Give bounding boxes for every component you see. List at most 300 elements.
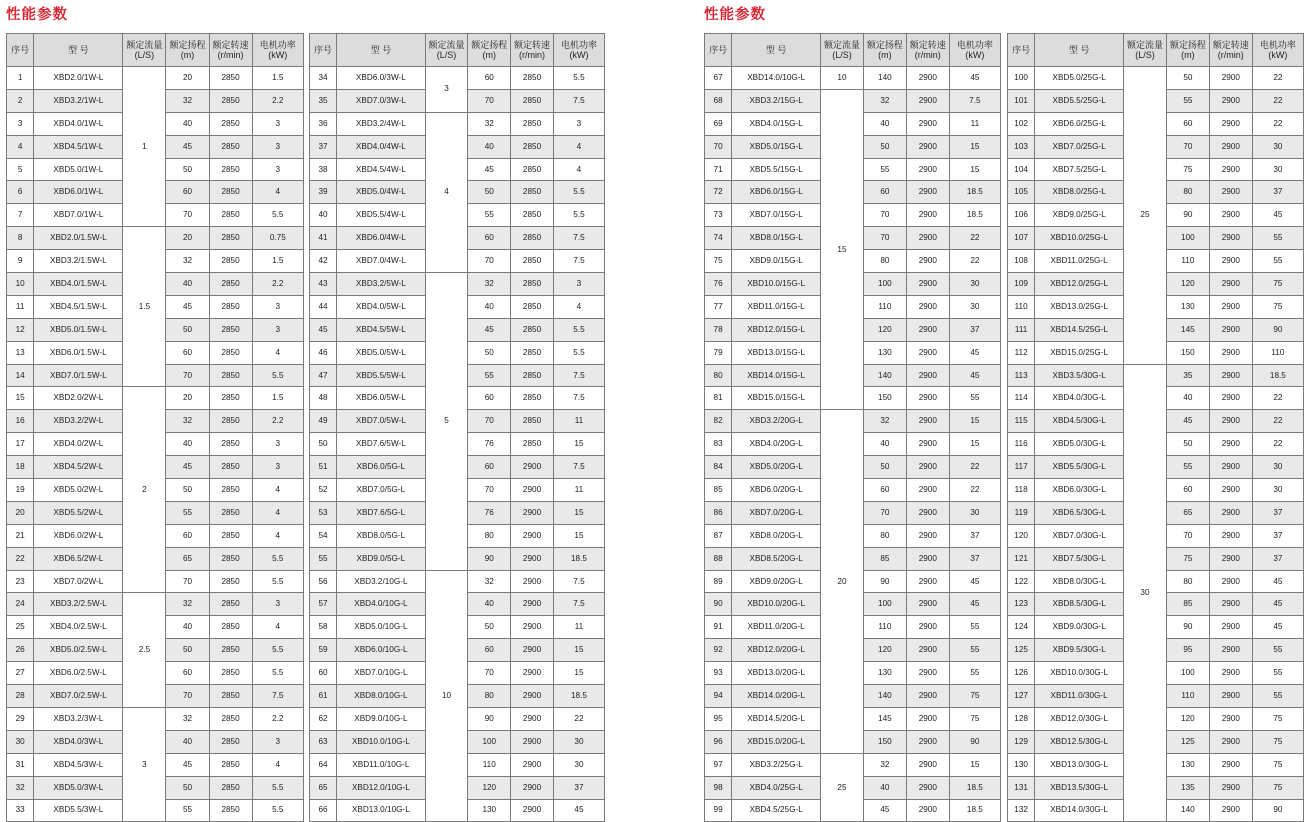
head-cell: 55: [468, 364, 511, 387]
seq-cell: 50: [310, 433, 337, 456]
speed-cell: 2900: [906, 204, 949, 227]
head-cell: 90: [468, 547, 511, 570]
model-cell: XBD4.0/20G-L: [732, 433, 821, 456]
head-cell: 50: [863, 135, 906, 158]
seq-cell: 16: [7, 410, 34, 433]
model-cell: XBD9.0/20G-L: [732, 570, 821, 593]
power-cell: 75: [1252, 295, 1303, 318]
power-cell: 7.5: [553, 227, 604, 250]
model-cell: XBD4.5/25G-L: [732, 799, 821, 822]
seq-cell: 69: [705, 112, 732, 135]
seq-cell: 127: [1008, 685, 1035, 708]
speed-cell: 2850: [209, 730, 252, 753]
seq-cell: 46: [310, 341, 337, 364]
power-cell: 15: [553, 433, 604, 456]
speed-cell: 2900: [1209, 204, 1252, 227]
seq-cell: 14: [7, 364, 34, 387]
head-cell: 50: [166, 776, 209, 799]
head-cell: 32: [468, 112, 511, 135]
head-cell: 140: [863, 67, 906, 90]
power-cell: 7.5: [949, 89, 1000, 112]
head-cell: 70: [863, 501, 906, 524]
model-cell: XBD6.0/5W-L: [337, 387, 426, 410]
seq-cell: 58: [310, 616, 337, 639]
speed-cell: 2900: [511, 456, 554, 479]
head-cell: 70: [468, 479, 511, 502]
power-cell: 22: [1252, 89, 1303, 112]
power-cell: 30: [1252, 158, 1303, 181]
head-cell: 60: [468, 387, 511, 410]
head-cell: 32: [166, 250, 209, 273]
seq-cell: 33: [7, 799, 34, 822]
head-cell: 70: [468, 410, 511, 433]
model-cell: XBD4.5/2W-L: [34, 456, 123, 479]
header-seq: 序号: [705, 34, 732, 67]
speed-cell: 2850: [209, 387, 252, 410]
speed-cell: 2900: [1209, 730, 1252, 753]
power-cell: 55: [949, 387, 1000, 410]
table-row: [310, 273, 605, 296]
head-cell: 70: [468, 662, 511, 685]
power-cell: 55: [949, 616, 1000, 639]
head-cell: 145: [1166, 318, 1209, 341]
head-cell: 55: [166, 799, 209, 822]
speed-cell: 2900: [511, 730, 554, 753]
head-cell: 60: [468, 456, 511, 479]
head-cell: 45: [166, 295, 209, 318]
speed-cell: 2850: [209, 135, 252, 158]
head-cell: 32: [166, 89, 209, 112]
table-row: [7, 227, 304, 250]
speed-cell: 2900: [906, 112, 949, 135]
head-cell: 45: [166, 456, 209, 479]
head-cell: 40: [468, 295, 511, 318]
head-cell: 130: [468, 799, 511, 822]
seq-cell: 56: [310, 570, 337, 593]
seq-cell: 60: [310, 662, 337, 685]
head-cell: 70: [1166, 524, 1209, 547]
speed-cell: 2900: [906, 456, 949, 479]
seq-cell: 31: [7, 753, 34, 776]
speed-cell: 2900: [1209, 799, 1252, 822]
model-cell: XBD6.0/20G-L: [732, 479, 821, 502]
model-cell: XBD7.0/25G-L: [1035, 135, 1124, 158]
head-cell: 60: [166, 524, 209, 547]
speed-cell: 2900: [1209, 273, 1252, 296]
power-cell: 3: [252, 318, 303, 341]
model-cell: XBD6.0/2.5W-L: [34, 662, 123, 685]
speed-cell: 2900: [511, 707, 554, 730]
seq-cell: 7: [7, 204, 34, 227]
speed-cell: 2900: [906, 158, 949, 181]
power-cell: 3: [252, 135, 303, 158]
head-cell: 55: [863, 158, 906, 181]
head-cell: 60: [863, 181, 906, 204]
seq-cell: 131: [1008, 776, 1035, 799]
head-cell: 75: [1166, 158, 1209, 181]
seq-cell: 74: [705, 227, 732, 250]
speed-cell: 2900: [1209, 295, 1252, 318]
power-cell: 30: [949, 295, 1000, 318]
head-cell: 150: [863, 387, 906, 410]
seq-cell: 129: [1008, 730, 1035, 753]
speed-cell: 2900: [906, 341, 949, 364]
speed-cell: 2850: [209, 89, 252, 112]
speed-cell: 2850: [209, 273, 252, 296]
power-cell: 11: [553, 616, 604, 639]
head-cell: 60: [468, 639, 511, 662]
model-cell: XBD11.0/20G-L: [732, 616, 821, 639]
seq-cell: 41: [310, 227, 337, 250]
power-cell: 7.5: [553, 364, 604, 387]
speed-cell: 2900: [1209, 707, 1252, 730]
head-cell: 120: [468, 776, 511, 799]
header-model: 型 号: [337, 34, 426, 67]
seq-cell: 59: [310, 639, 337, 662]
seq-cell: 19: [7, 479, 34, 502]
seq-cell: 67: [705, 67, 732, 90]
speed-cell: 2900: [906, 501, 949, 524]
speed-cell: 2850: [511, 227, 554, 250]
head-cell: 50: [166, 479, 209, 502]
model-cell: XBD7.5/25G-L: [1035, 158, 1124, 181]
speed-cell: 2900: [906, 753, 949, 776]
seq-cell: 108: [1008, 250, 1035, 273]
power-cell: 37: [1252, 547, 1303, 570]
model-cell: XBD3.2/2W-L: [34, 410, 123, 433]
head-cell: 35: [1166, 364, 1209, 387]
model-cell: XBD6.0/4W-L: [337, 227, 426, 250]
power-cell: 75: [1252, 273, 1303, 296]
model-cell: XBD5.5/5W-L: [337, 364, 426, 387]
model-cell: XBD13.0/10G-L: [337, 799, 426, 822]
speed-cell: 2850: [511, 112, 554, 135]
speed-cell: 2900: [906, 547, 949, 570]
speed-cell: 2850: [511, 364, 554, 387]
header-model: 型 号: [732, 34, 821, 67]
seq-cell: 61: [310, 685, 337, 708]
model-cell: XBD8.0/15G-L: [732, 227, 821, 250]
speed-cell: 2850: [511, 273, 554, 296]
head-cell: 50: [166, 639, 209, 662]
head-cell: 70: [166, 364, 209, 387]
model-cell: XBD2.0/2W-L: [34, 387, 123, 410]
power-cell: 37: [949, 524, 1000, 547]
head-cell: 45: [166, 753, 209, 776]
speed-cell: 2850: [511, 410, 554, 433]
power-cell: 55: [1252, 639, 1303, 662]
seq-cell: 75: [705, 250, 732, 273]
power-cell: 45: [949, 593, 1000, 616]
head-cell: 120: [1166, 273, 1209, 296]
seq-cell: 23: [7, 570, 34, 593]
flow-cell: 2: [123, 387, 166, 593]
head-cell: 40: [166, 273, 209, 296]
model-cell: XBD6.0/2W-L: [34, 524, 123, 547]
model-cell: XBD3.2/20G-L: [732, 410, 821, 433]
seq-cell: 5: [7, 158, 34, 181]
power-cell: 3: [252, 158, 303, 181]
speed-cell: 2900: [1209, 387, 1252, 410]
power-cell: 90: [1252, 799, 1303, 822]
seq-cell: 93: [705, 662, 732, 685]
seq-cell: 36: [310, 112, 337, 135]
speed-cell: 2850: [209, 707, 252, 730]
performance-table-1: [6, 33, 304, 822]
head-cell: 50: [1166, 67, 1209, 90]
flow-cell: 10: [821, 67, 864, 90]
model-cell: XBD15.0/15G-L: [732, 387, 821, 410]
head-cell: 65: [166, 547, 209, 570]
power-cell: 55: [1252, 227, 1303, 250]
model-cell: XBD5.5/3W-L: [34, 799, 123, 822]
model-cell: XBD10.0/15G-L: [732, 273, 821, 296]
model-cell: XBD5.0/3W-L: [34, 776, 123, 799]
head-cell: 40: [468, 135, 511, 158]
model-cell: XBD6.0/25G-L: [1035, 112, 1124, 135]
head-cell: 40: [863, 112, 906, 135]
speed-cell: 2900: [906, 662, 949, 685]
model-cell: XBD12.5/30G-L: [1035, 730, 1124, 753]
power-cell: 4: [553, 295, 604, 318]
head-cell: 140: [863, 685, 906, 708]
head-cell: 70: [863, 227, 906, 250]
flow-cell: 15: [821, 89, 864, 409]
speed-cell: 2900: [906, 181, 949, 204]
model-cell: XBD6.0/10G-L: [337, 639, 426, 662]
power-cell: 55: [949, 639, 1000, 662]
seq-cell: 97: [705, 753, 732, 776]
power-cell: 15: [949, 433, 1000, 456]
seq-cell: 57: [310, 593, 337, 616]
seq-cell: 21: [7, 524, 34, 547]
model-cell: XBD12.0/25G-L: [1035, 273, 1124, 296]
head-cell: 55: [166, 501, 209, 524]
speed-cell: 2900: [1209, 89, 1252, 112]
seq-cell: 68: [705, 89, 732, 112]
seq-cell: 73: [705, 204, 732, 227]
head-cell: 80: [863, 250, 906, 273]
speed-cell: 2900: [1209, 616, 1252, 639]
head-cell: 70: [166, 685, 209, 708]
model-cell: XBD10.0/25G-L: [1035, 227, 1124, 250]
seq-cell: 85: [705, 479, 732, 502]
power-cell: 22: [553, 707, 604, 730]
head-cell: 90: [863, 570, 906, 593]
head-cell: 40: [166, 730, 209, 753]
seq-cell: 80: [705, 364, 732, 387]
speed-cell: 2850: [511, 204, 554, 227]
speed-cell: 2850: [209, 341, 252, 364]
power-cell: 75: [1252, 707, 1303, 730]
seq-cell: 118: [1008, 479, 1035, 502]
power-cell: 45: [1252, 616, 1303, 639]
seq-cell: 26: [7, 639, 34, 662]
head-cell: 80: [468, 685, 511, 708]
head-cell: 50: [468, 616, 511, 639]
head-cell: 75: [1166, 547, 1209, 570]
power-cell: 4: [252, 341, 303, 364]
seq-cell: 13: [7, 341, 34, 364]
model-cell: XBD2.0/1.5W-L: [34, 227, 123, 250]
power-cell: 18.5: [553, 685, 604, 708]
speed-cell: 2850: [511, 433, 554, 456]
model-cell: XBD4.5/4W-L: [337, 158, 426, 181]
head-cell: 76: [468, 501, 511, 524]
model-cell: XBD9.0/30G-L: [1035, 616, 1124, 639]
speed-cell: 2900: [1209, 456, 1252, 479]
seq-cell: 37: [310, 135, 337, 158]
model-cell: XBD13.0/25G-L: [1035, 295, 1124, 318]
model-cell: XBD13.0/20G-L: [732, 662, 821, 685]
seq-cell: 55: [310, 547, 337, 570]
head-cell: 40: [1166, 387, 1209, 410]
page-title-left: 性能参数: [6, 7, 68, 23]
speed-cell: 2850: [511, 181, 554, 204]
model-cell: XBD8.0/10G-L: [337, 685, 426, 708]
model-cell: XBD13.0/15G-L: [732, 341, 821, 364]
model-cell: XBD10.0/10G-L: [337, 730, 426, 753]
head-cell: 110: [863, 616, 906, 639]
speed-cell: 2850: [209, 662, 252, 685]
model-cell: XBD7.0/20G-L: [732, 501, 821, 524]
model-cell: XBD2.0/1W-L: [34, 67, 123, 90]
head-cell: 45: [468, 158, 511, 181]
head-cell: 70: [166, 204, 209, 227]
head-cell: 100: [1166, 227, 1209, 250]
power-cell: 37: [949, 547, 1000, 570]
model-cell: XBD7.0/2W-L: [34, 570, 123, 593]
model-cell: XBD5.5/4W-L: [337, 204, 426, 227]
power-cell: 2.2: [252, 410, 303, 433]
head-cell: 120: [863, 318, 906, 341]
model-cell: XBD12.0/15G-L: [732, 318, 821, 341]
model-cell: XBD7.0/2.5W-L: [34, 685, 123, 708]
seq-cell: 52: [310, 479, 337, 502]
seq-cell: 20: [7, 501, 34, 524]
model-cell: XBD9.0/15G-L: [732, 250, 821, 273]
model-cell: XBD4.5/1.5W-L: [34, 295, 123, 318]
power-cell: 4: [252, 501, 303, 524]
power-cell: 5.5: [252, 547, 303, 570]
seq-cell: 101: [1008, 89, 1035, 112]
seq-cell: 62: [310, 707, 337, 730]
seq-cell: 86: [705, 501, 732, 524]
power-cell: 15: [553, 639, 604, 662]
speed-cell: 2850: [209, 593, 252, 616]
head-cell: 90: [468, 707, 511, 730]
power-cell: 5.5: [252, 364, 303, 387]
model-cell: XBD4.0/5W-L: [337, 295, 426, 318]
model-cell: XBD4.0/30G-L: [1035, 387, 1124, 410]
flow-cell: 3: [425, 67, 468, 113]
power-cell: 18.5: [1252, 364, 1303, 387]
power-cell: 4: [252, 524, 303, 547]
power-cell: 5.5: [553, 318, 604, 341]
speed-cell: 2850: [209, 250, 252, 273]
head-cell: 45: [468, 318, 511, 341]
speed-cell: 2850: [209, 433, 252, 456]
model-cell: XBD5.0/30G-L: [1035, 433, 1124, 456]
head-cell: 130: [1166, 753, 1209, 776]
head-cell: 32: [468, 273, 511, 296]
model-cell: XBD14.5/20G-L: [732, 707, 821, 730]
model-cell: XBD8.5/30G-L: [1035, 593, 1124, 616]
head-cell: 120: [1166, 707, 1209, 730]
seq-cell: 128: [1008, 707, 1035, 730]
power-cell: 37: [553, 776, 604, 799]
power-cell: 45: [553, 799, 604, 822]
head-cell: 80: [468, 524, 511, 547]
seq-cell: 120: [1008, 524, 1035, 547]
model-cell: XBD5.0/1.5W-L: [34, 318, 123, 341]
power-cell: 7.5: [553, 456, 604, 479]
speed-cell: 2900: [511, 799, 554, 822]
table-row: [310, 112, 605, 135]
speed-cell: 2850: [209, 364, 252, 387]
flow-cell: 20: [821, 410, 864, 753]
speed-cell: 2900: [906, 707, 949, 730]
model-cell: XBD5.5/25G-L: [1035, 89, 1124, 112]
seq-cell: 117: [1008, 456, 1035, 479]
model-cell: XBD6.0/1W-L: [34, 181, 123, 204]
speed-cell: 2900: [906, 799, 949, 822]
speed-cell: 2850: [209, 501, 252, 524]
model-cell: XBD9.0/5G-L: [337, 547, 426, 570]
speed-cell: 2900: [1209, 135, 1252, 158]
power-cell: 45: [1252, 593, 1303, 616]
speed-cell: 2900: [511, 593, 554, 616]
table-row: [7, 593, 304, 616]
seq-cell: 125: [1008, 639, 1035, 662]
seq-cell: 25: [7, 616, 34, 639]
head-cell: 45: [863, 799, 906, 822]
model-cell: XBD6.0/15G-L: [732, 181, 821, 204]
seq-cell: 99: [705, 799, 732, 822]
model-cell: XBD3.2/1.5W-L: [34, 250, 123, 273]
power-cell: 3: [553, 273, 604, 296]
speed-cell: 2900: [906, 89, 949, 112]
seq-cell: 126: [1008, 662, 1035, 685]
speed-cell: 2900: [511, 753, 554, 776]
model-cell: XBD3.5/30G-L: [1035, 364, 1124, 387]
speed-cell: 2900: [906, 730, 949, 753]
speed-cell: 2850: [511, 250, 554, 273]
header-head: 额定扬程 (m): [1166, 34, 1209, 67]
power-cell: 22: [1252, 67, 1303, 90]
model-cell: XBD7.0/3W-L: [337, 89, 426, 112]
speed-cell: 2850: [209, 204, 252, 227]
header-speed: 额定转速 (r/min): [1209, 34, 1252, 67]
seq-cell: 95: [705, 707, 732, 730]
seq-cell: 51: [310, 456, 337, 479]
model-cell: XBD8.0/5G-L: [337, 524, 426, 547]
speed-cell: 2850: [209, 776, 252, 799]
speed-cell: 2850: [209, 753, 252, 776]
speed-cell: 2900: [1209, 318, 1252, 341]
speed-cell: 2850: [209, 410, 252, 433]
seq-cell: 53: [310, 501, 337, 524]
head-cell: 80: [1166, 570, 1209, 593]
speed-cell: 2900: [1209, 479, 1252, 502]
speed-cell: 2900: [1209, 547, 1252, 570]
power-cell: 30: [949, 273, 1000, 296]
model-cell: XBD4.5/5W-L: [337, 318, 426, 341]
model-cell: XBD3.2/5W-L: [337, 273, 426, 296]
seq-cell: 119: [1008, 501, 1035, 524]
speed-cell: 2900: [906, 433, 949, 456]
header-head: 额定扬程 (m): [863, 34, 906, 67]
